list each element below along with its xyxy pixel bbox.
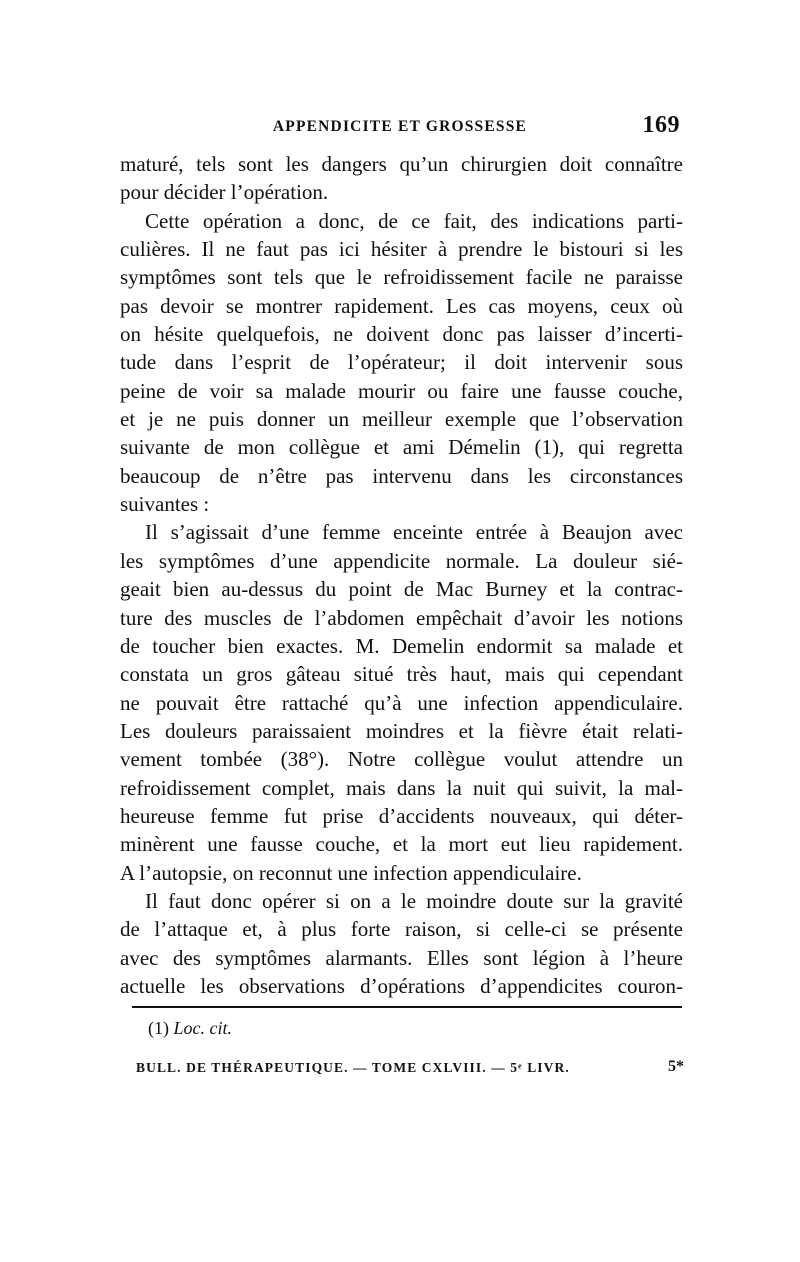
text-line: ne pouvait être rattaché qu’à une infection appendiculaire. [120, 690, 683, 715]
running-header [120, 112, 680, 142]
footnote-number: (1) [148, 1018, 169, 1038]
text-line: et je ne puis donner un meilleur exemple que l’observation [120, 407, 683, 432]
text-line: tude dans l’esprit de l’opérateur; il doit intervenir sous [120, 350, 683, 375]
text-line: pas devoir se montrer rapidement. Les cas moyens, ceux où [120, 293, 683, 318]
text-line: constata un gros gâteau situé très haut, mais qui cependant [120, 662, 683, 687]
text-line: actuelle les observations d’opérations d’appendicites couron- [120, 973, 683, 998]
text-line: culières. Il ne faut pas ici hésiter à prendre le bistouri si les [120, 237, 683, 262]
text-line: Les douleurs paraissaient moindres et la fièvre était relati- [120, 718, 683, 743]
footnote-divider [132, 1006, 682, 1008]
text-line: Il faut donc opérer si on a le moindre doute sur la gravité [145, 888, 683, 913]
text-line: Cette opération a donc, de ce fait, des indications parti- [145, 208, 683, 233]
text-line: on hésite quelquefois, ne doivent donc pas laisser d’incerti- [120, 322, 683, 347]
text-line: avec des symptômes alarmants. Elles sont légion à l’heure [120, 945, 683, 970]
text-line: de toucher bien exactes. M. Demelin endormit sa malade et [120, 633, 683, 658]
running-title: APPENDICITE ET GROSSESSE [272, 118, 528, 135]
footnote-reference: Loc. cit. [173, 1018, 232, 1038]
text-line: ture des muscles de l’abdomen empêchait d’avoir les notions [120, 605, 683, 630]
text-line: de l’attaque et, à plus forte raison, si celle-ci se présente [120, 917, 683, 942]
signature-mark: 5* [668, 1058, 684, 1075]
text-line: heureuse femme fut prise d’accidents nouveaux, qui déter- [120, 803, 683, 828]
printer-signature: BULL. DE THÉRAPEUTIQUE. — TOME CXLVIII. — 5ᵉ LIVR. [136, 1060, 570, 1075]
text-line: refroidissement complet, mais dans la nuit qui suivit, la mal- [120, 775, 683, 800]
text-line: suivante de mon collègue et ami Démelin (1), qui regretta [120, 435, 683, 460]
text-line: pour décider l’opération. [120, 180, 329, 205]
text-line: les symptômes d’une appendicite normale. La douleur sié- [120, 548, 683, 573]
text-line: minèrent une fausse couche, et la mort eut lieu rapidement. [120, 832, 683, 857]
text-line: Il s’agissait d’une femme enceinte entrée à Beaujon avec [145, 520, 683, 545]
footnote [148, 1017, 232, 1039]
text-line: peine de voir sa malade mourir ou faire une fausse couche, [120, 378, 683, 403]
body-text [120, 150, 683, 1000]
text-line: geait bien au-dessus du point de Mac Burney et la contrac- [120, 577, 683, 602]
page-number: 169 [642, 112, 680, 138]
text-line: maturé, tels sont les dangers qu’un chirurgien doit connaître [120, 152, 683, 176]
text-line: symptômes sont tels que le refroidissement facile ne paraisse [120, 265, 683, 290]
text-line: vement tombée (38°). Notre collègue voulut attendre un [120, 747, 683, 772]
text-line: beaucoup de n’être pas intervenu dans les circonstances [120, 463, 683, 488]
text-line: suivantes : [120, 492, 210, 517]
text-line: A l’autopsie, on reconnut une infection appendiculaire. [120, 860, 582, 885]
